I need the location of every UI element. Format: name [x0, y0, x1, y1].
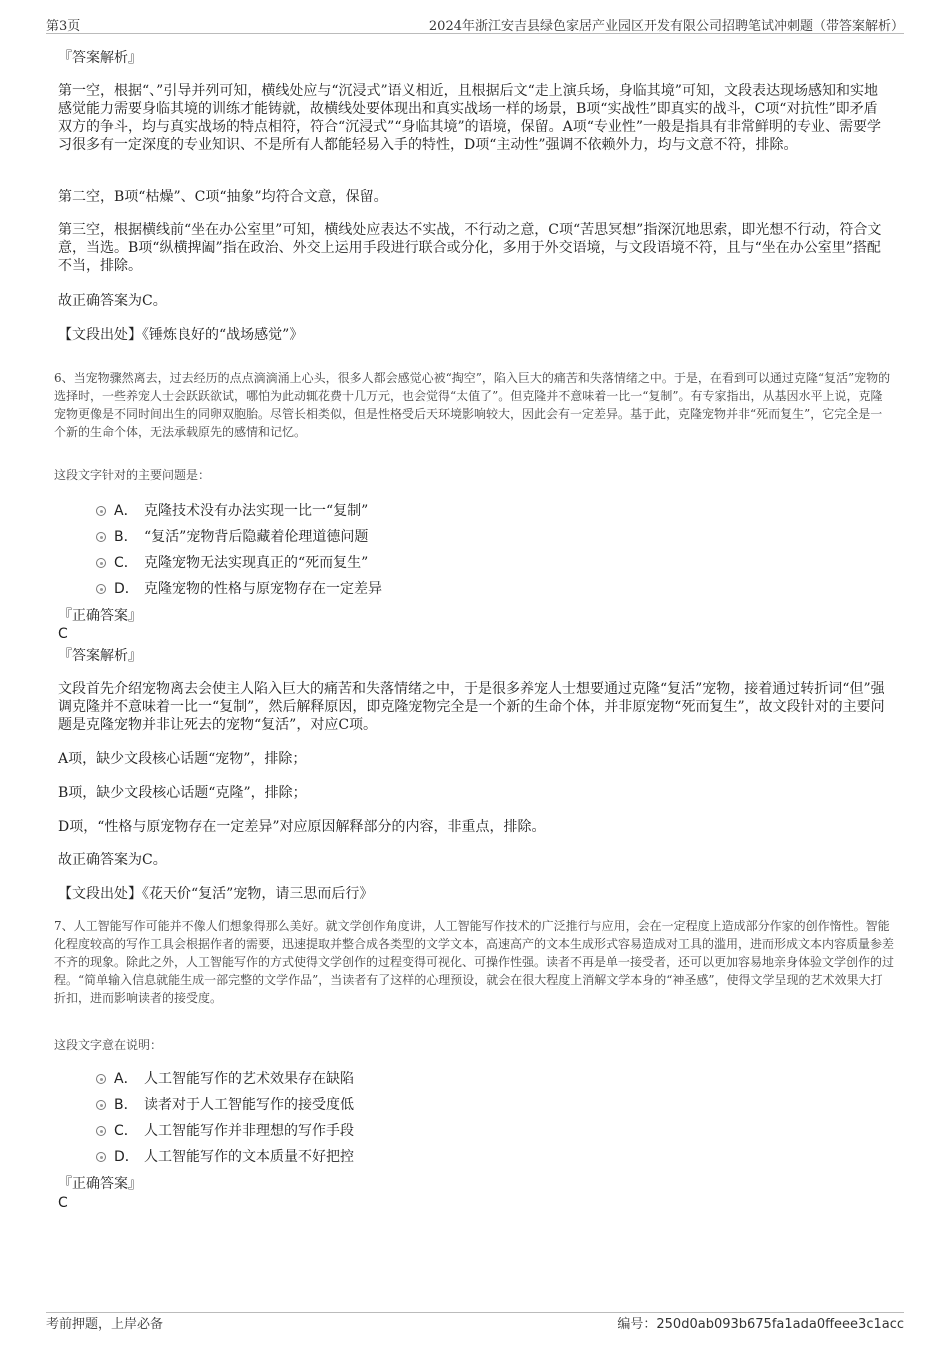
document-title: 2024年浙江安吉县绿色家居产业园区开发有限公司招聘笔试冲刺题（带答案解析） — [428, 19, 904, 34]
option-letter: D． — [114, 581, 139, 597]
option-letter: C． — [114, 1123, 138, 1139]
option-text: 人工智能写作的艺术效果存在缺陷 — [144, 1071, 354, 1087]
q5-analysis-para2: 第二空，B项“枯燥”、C项“抽象”均符合文意，保留。 — [58, 189, 388, 205]
q6-option-d[interactable] — [96, 580, 382, 598]
radio-icon[interactable] — [96, 1074, 106, 1084]
q6-analysis: 文段首先介绍宠物离去会使主人陷入巨大的痛苦和失落情绪之中，于是很多养宠人士想要通过克隆“复活”宠物，接着通过转折词“但”强调克隆并不意味着一比一“复制”，然后解释原因，即克隆宠物完全是一个新的生命个体，并非原宠物“死而复生”，故文段针对的主要问题是克隆宠物并非让死去的宠物“复活”，对应C项。 — [58, 681, 885, 733]
q5-conclusion: 故正确答案为C。 — [58, 293, 167, 309]
option-letter: A． — [114, 503, 138, 519]
footer-code-value: 250d0ab093b675fa1ada0ffeee3c1acc — [656, 1317, 904, 1332]
q7-prompt: 这段文字意在说明： — [54, 1038, 163, 1052]
q6-analysis-label: 『答案解析』 — [58, 648, 142, 664]
q6-stem: 6、当宠物骤然离去，过去经历的点点滴滴涌上心头，很多人都会感觉心被“掏空”，陷入巨大的痛苦和失落情绪之中。于是，在看到可以通过克隆“复活”宠物的选择时，一些养宠人士会跃跃欲试，哪怕为此动辄花费十几万元，也会觉得“太值了”。但克隆并不意味着一比一“复制”。有专家指出，从基因水平上说，克隆宠物更像是不同时间出生的同卵双胞胎。尽管长相类似，但是性格受后天环境影响较大，因此会有一定差异。基于此，克隆宠物并非“死而复生”，它完全是一个新的生命个体，无法承载原先的感情和记忆。 — [54, 371, 891, 439]
q6-note-d: D项，“性格与原宠物存在一定差异”对应原因解释部分的内容，非重点，排除。 — [58, 819, 546, 835]
q7-answer-label: 『正确答案』 — [58, 1176, 142, 1192]
q6-answer-label: 『正确答案』 — [58, 608, 142, 624]
q5-analysis-para3: 第三空，根据横线前“坐在办公室里”可知，横线处应表达不实战，不行动之意，C项“苦思冥想”指深沉地思索，即光想不行动，符合文意，当选。B项“纵横捭阖”指在政治、外交上运用手段进行联合或分化，多用于外交语境，与文段语境不符，且与“坐在办公室里”搭配不当，排除。 — [58, 222, 882, 274]
option-letter: B． — [114, 1097, 138, 1113]
q7-stem: 7、人工智能写作可能并不像人们想象得那么美好。就文学创作角度讲，人工智能写作技术的广泛推行与应用，会在一定程度上造成部分作家的创作惰性。智能化程度较高的写作工具会根据作者的需要，迅速提取并整合成各类型的文学文本，高速高产的文本生成形式容易造成对工具的滥用，进而形成文本内容质量参差不齐的现象。除此之外，人工智能写作的方式使得文学创作的过程变得可视化、可操作性强。读者不再是单一接受者，还可以更加容易地亲身体验文学创作的过程。“简单输入信息就能生成一部完整的文学作品”，当读者有了这样的心理预设，就会在很大程度上消解文学本身的“神圣感”，使得文学呈现的艺术效果大打折扣，进而影响读者的接受度。 — [54, 919, 895, 1005]
page-number: 第3页 — [46, 19, 81, 34]
option-text: 读者对于人工智能写作的接受度低 — [144, 1097, 354, 1113]
q6-source: 【文段出处】《花天价“复活”宠物，请三思而后行》 — [58, 886, 374, 902]
q5-analysis-label: 『答案解析』 — [58, 50, 142, 66]
q6-option-c[interactable] — [96, 554, 368, 572]
radio-icon[interactable] — [96, 558, 106, 568]
q6-option-b[interactable] — [96, 528, 368, 546]
q6-conclusion: 故正确答案为C。 — [58, 852, 167, 868]
q6-prompt: 这段文字针对的主要问题是： — [54, 468, 211, 482]
q7-option-c[interactable] — [96, 1122, 354, 1140]
option-text: “复活”宠物背后隐藏着伦理道德问题 — [144, 529, 369, 545]
option-text: 人工智能写作并非理想的写作手段 — [144, 1123, 354, 1139]
q6-option-a[interactable] — [96, 502, 368, 520]
option-text: 克隆宠物无法实现真正的“死而复生” — [144, 555, 369, 571]
q7-answer: C — [58, 1195, 68, 1211]
q7-option-a[interactable] — [96, 1070, 354, 1088]
footer-code — [617, 1313, 904, 1332]
option-text: 克隆技术没有办法实现一比一“复制” — [144, 503, 369, 519]
option-text: 克隆宠物的性格与原宠物存在一定差异 — [144, 581, 382, 597]
radio-icon[interactable] — [96, 532, 106, 542]
option-text: 人工智能写作的文本质量不好把控 — [144, 1149, 354, 1165]
q6-note-b: B项，缺少文段核心话题“克隆”，排除； — [58, 785, 307, 801]
radio-icon[interactable] — [96, 506, 106, 516]
radio-icon[interactable] — [96, 584, 106, 594]
option-letter: A． — [114, 1071, 138, 1087]
option-letter: C． — [114, 555, 138, 571]
radio-icon[interactable] — [96, 1152, 106, 1162]
q5-source: 【文段出处】《锤炼良好的“战场感觉”》 — [58, 327, 304, 343]
footer-code-label: 编号： — [617, 1317, 657, 1332]
radio-icon[interactable] — [96, 1100, 106, 1110]
option-letter: B． — [114, 529, 138, 545]
option-letter: D． — [114, 1149, 139, 1165]
q7-option-d[interactable] — [96, 1148, 354, 1166]
q7-option-b[interactable] — [96, 1096, 354, 1114]
q6-answer: C — [58, 626, 68, 642]
radio-icon[interactable] — [96, 1126, 106, 1136]
header-divider — [46, 33, 904, 34]
q6-note-a: A项，缺少文段核心话题“宠物”，排除； — [58, 751, 307, 767]
q5-analysis-para1: 第一空，根据“、”引导并列可知，横线处应与“沉浸式”语义相近，且根据后文“走上演兵场，身临其境”可知，文段表达现场感知和实地感觉能力需要身临其境的训练才能铸就，故横线处要体现出和真实战场一样的场景，B项“实战性”即真实的战斗，C项“对抗性”即矛盾双方的争斗，均与真实战场的特点相符，符合“沉浸式”“身临其境”的语境，保留。A项“专业性”一般是指具有非常鲜明的专业、需要学习很多有一定深度的专业知识、不是所有人都能轻易入手的特性，D项“主动性”强调不依赖外力，均与文意不符，排除。 — [58, 83, 882, 153]
footer-slogan: 考前押题，上岸必备 — [46, 1317, 164, 1332]
